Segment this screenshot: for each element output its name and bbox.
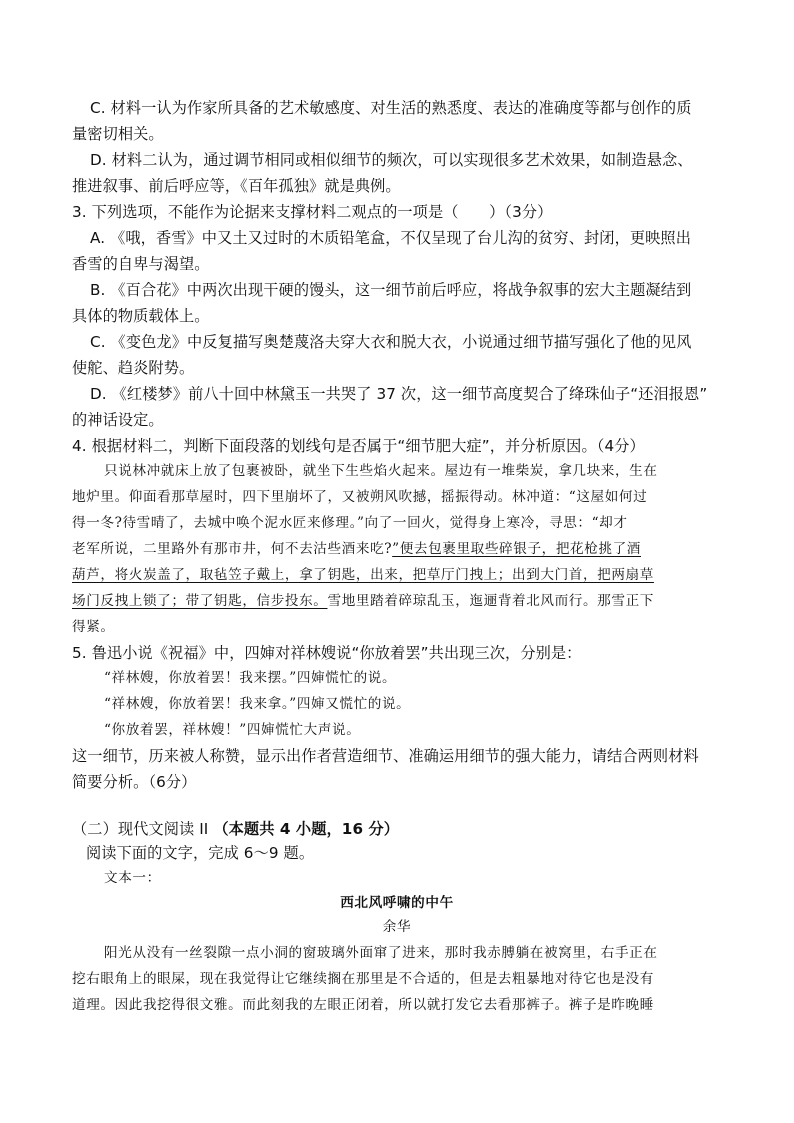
q3-option-a-line1: A. 《哦，香雪》中又土又过时的木质铅笔盒，不仅呈现了台儿沟的贫穷、封闭，更映照出 — [90, 229, 692, 247]
article-line3: 道理。因此我挖得很文雅。而此刻我的左眼正闭着，所以就打发它去看那裤子。裤子是昨晚睡 — [72, 997, 654, 1013]
section-heading-meta: （本题共 4 小题，16 分） — [213, 820, 400, 838]
q4-underlined-sentence-middle: 葫芦，将火炭盖了，取毡笠子戴上，拿了钥匙，出来，把草厅门拽上；出到大门首，把两扇草 — [72, 567, 654, 583]
q2-option-d-line1: D. 材料二认为，通过调节相同或相似细节的频次，可以实现很多艺术效果，如制造悬念、 — [90, 151, 693, 169]
section-instruction: 阅读下面的文字，完成 6～9 题。 — [86, 844, 315, 862]
q4-passage-line4 — [72, 539, 641, 559]
text-one-label: 文本一： — [104, 870, 161, 886]
q2-option-c-line2: 量密切相关。 — [72, 125, 164, 143]
q4-passage-line3: 得一冬?待雪晴了，去城中唤个泥水匠来修理。”向了一回火，觉得身上寒冷，寻思：“却才 — [72, 515, 628, 531]
q4-stem: 4. 根据材料二，判断下面段落的划线句是否属于“细节肥大症”，并分析原因。（4分） — [72, 437, 645, 455]
q3-option-c-line2: 使舵、趋炎附势。 — [72, 359, 195, 377]
q3-option-b-line2: 具体的物质载体上。 — [72, 307, 210, 325]
q4-passage-line6-plain: 雪地里踏着碎琼乱玉，迤逦背着北风而行。那雪正下 — [327, 593, 654, 609]
section-heading-title: （二）现代文阅读 II — [72, 820, 214, 838]
q5-stem: 5. 鲁迅小说《祝福》中，四婶对祥林嫂说“你放着罢”共出现三次，分别是： — [72, 644, 582, 662]
q4-passage-line1: 只说林冲就床上放了包裹被卧，就坐下生些焰火起来。屋边有一堆柴炭，拿几块来，生在 — [104, 463, 658, 479]
q3-option-a-line2: 香雪的自卑与渴望。 — [72, 255, 210, 273]
q3-option-d-line1: D. 《红楼梦》前八十回中林黛玉一共哭了 37 次，这一细节高度契合了绛珠仙子“还泪报恩” — [90, 385, 708, 403]
q2-option-d-line2: 推进叙事、前后呼应等，《百年孤独》就是典例。 — [72, 177, 401, 195]
article-author: 余华 — [382, 919, 412, 935]
q4-passage-line4-plain: 老军所说，二里路外有那市井，何不去沽些酒来吃? — [72, 541, 393, 557]
q3-option-b-line1: B. 《百合花》中两次出现干硬的馒头，这一细节前后呼应，将战争叙事的宏大主题凝结到 — [90, 281, 692, 299]
q4-passage-line6 — [72, 591, 654, 611]
q4-underlined-sentence-end: 场门反拽上锁了；带了钥匙，信步投东。 — [72, 593, 328, 609]
q5-prompt-line2: 简要分析。（6分） — [72, 773, 197, 791]
article-line2: 挖右眼角上的眼屎，现在我觉得让它继续搁在那里是不合适的，但是去粗暴地对待它也是没有 — [72, 971, 654, 987]
q5-quote-2: “祥林嫂，你放着罢！我来拿。”四婶又慌忙的说。 — [104, 696, 411, 712]
article-title: 西北风呼啸的中午 — [340, 895, 454, 911]
q4-underlined-sentence-start: ”便去包裹里取些碎银子，把花枪挑了酒 — [392, 541, 641, 557]
q5-prompt-line1: 这一细节，历来被人称赞，显示出作者营造细节、准确运用细节的强大能力，请结合两则材料 — [72, 747, 699, 765]
q3-option-d-line2: 的神话设定。 — [72, 411, 164, 429]
q2-option-c-line1: C. 材料一认为作家所具备的艺术敏感度、对生活的熟悉度、表达的准确度等都与创作的质 — [90, 99, 692, 117]
q4-passage-line7: 得紧。 — [72, 619, 115, 635]
section-heading — [72, 819, 399, 839]
q3-option-c-line1: C. 《变色龙》中反复描写奥楚蔑洛夫穿大衣和脱大衣，小说通过细节描写强化了他的见风 — [90, 333, 692, 351]
q4-passage-line2: 地炉里。仰面看那草屋时，四下里崩坏了，又被朔风吹撼，摇振得动。林冲道：“这屋如何过 — [72, 489, 648, 505]
q5-quote-3: “你放着罢，祥林嫂！”四婶慌忙大声说。 — [104, 722, 361, 738]
q5-quote-1: “祥林嫂，你放着罢！我来摆。”四婶慌忙的说。 — [104, 670, 397, 686]
q3-stem: 3. 下列选项，不能作为论据来支撑材料二观点的一项是（ ）（3分） — [72, 203, 553, 221]
article-line1: 阳光从没有一丝裂隙一点小洞的窗玻璃外面窜了进来，那时我赤膊躺在被窝里，右手正在 — [104, 945, 658, 961]
